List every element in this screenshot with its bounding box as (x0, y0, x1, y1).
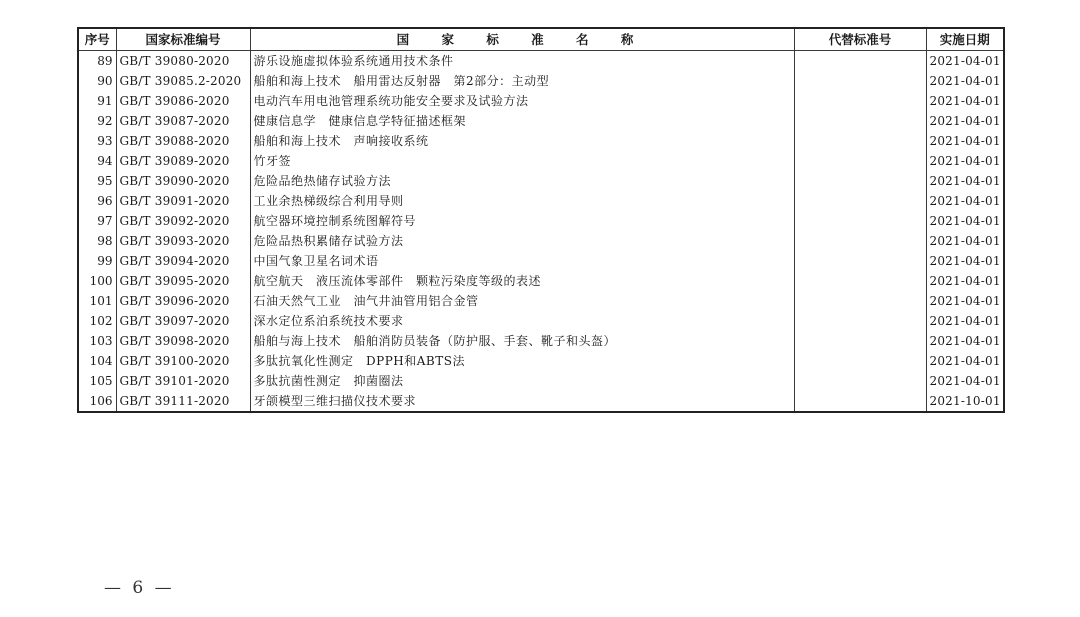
cell-code: GB/T 39098-2020 (116, 331, 250, 351)
cell-seq: 92 (78, 111, 116, 131)
cell-replaced (794, 351, 926, 371)
cell-name: 电动汽车用电池管理系统功能安全要求及试验方法 (250, 91, 794, 111)
cell-code: GB/T 39091-2020 (116, 191, 250, 211)
cell-code: GB/T 39094-2020 (116, 251, 250, 271)
cell-code: GB/T 39095-2020 (116, 271, 250, 291)
header-date: 实施日期 (926, 28, 1004, 51)
cell-code: GB/T 39080-2020 (116, 51, 250, 72)
cell-seq: 93 (78, 131, 116, 151)
table-row (78, 331, 1004, 351)
cell-name: 航空航天 液压流体零部件 颗粒污染度等级的表述 (250, 271, 794, 291)
table-row (78, 371, 1004, 391)
cell-date: 2021-04-01 (926, 251, 1004, 271)
cell-replaced (794, 191, 926, 211)
cell-name: 多肽抗菌性测定 抑菌圈法 (250, 371, 794, 391)
cell-date: 2021-04-01 (926, 291, 1004, 311)
cell-date: 2021-04-01 (926, 271, 1004, 291)
cell-replaced (794, 331, 926, 351)
cell-date: 2021-04-01 (926, 71, 1004, 91)
cell-date: 2021-04-01 (926, 231, 1004, 251)
table-row (78, 351, 1004, 371)
standards-table (77, 27, 1005, 413)
table-row (78, 311, 1004, 331)
header-name: 国 家 标 准 名 称 (250, 28, 794, 51)
cell-code: GB/T 39100-2020 (116, 351, 250, 371)
cell-name: 危险品热积累储存试验方法 (250, 231, 794, 251)
table-row (78, 91, 1004, 111)
cell-seq: 97 (78, 211, 116, 231)
header-row (78, 28, 1004, 51)
cell-date: 2021-04-01 (926, 151, 1004, 171)
page-number: — 6 — (104, 578, 175, 598)
cell-name: 游乐设施虚拟体验系统通用技术条件 (250, 51, 794, 72)
table-row (78, 211, 1004, 231)
cell-date: 2021-04-01 (926, 131, 1004, 151)
cell-date: 2021-04-01 (926, 171, 1004, 191)
table-row (78, 271, 1004, 291)
cell-code: GB/T 39088-2020 (116, 131, 250, 151)
cell-date: 2021-04-01 (926, 311, 1004, 331)
cell-seq: 106 (78, 391, 116, 412)
table-row (78, 71, 1004, 91)
cell-name: 石油天然气工业 油气井油管用铝合金管 (250, 291, 794, 311)
cell-replaced (794, 271, 926, 291)
cell-name: 船舶与海上技术 船舶消防员装备（防护服、手套、靴子和头盔） (250, 331, 794, 351)
cell-name: 船舶和海上技术 船用雷达反射器 第2部分：主动型 (250, 71, 794, 91)
table-row (78, 231, 1004, 251)
cell-name: 牙颌模型三维扫描仪技术要求 (250, 391, 794, 412)
table-row (78, 171, 1004, 191)
cell-name: 危险品绝热储存试验方法 (250, 171, 794, 191)
cell-date: 2021-04-01 (926, 91, 1004, 111)
cell-replaced (794, 311, 926, 331)
cell-date: 2021-04-01 (926, 211, 1004, 231)
cell-code: GB/T 39085.2-2020 (116, 71, 250, 91)
cell-seq: 101 (78, 291, 116, 311)
cell-seq: 94 (78, 151, 116, 171)
cell-seq: 95 (78, 171, 116, 191)
cell-seq: 99 (78, 251, 116, 271)
cell-replaced (794, 171, 926, 191)
table-row (78, 391, 1004, 412)
cell-name: 深水定位系泊系统技术要求 (250, 311, 794, 331)
cell-name: 健康信息学 健康信息学特征描述框架 (250, 111, 794, 131)
cell-seq: 98 (78, 231, 116, 251)
cell-code: GB/T 39089-2020 (116, 151, 250, 171)
cell-replaced (794, 51, 926, 72)
cell-code: GB/T 39111-2020 (116, 391, 250, 412)
table-row (78, 191, 1004, 211)
cell-code: GB/T 39097-2020 (116, 311, 250, 331)
cell-seq: 90 (78, 71, 116, 91)
cell-code: GB/T 39092-2020 (116, 211, 250, 231)
cell-code: GB/T 39096-2020 (116, 291, 250, 311)
cell-date: 2021-04-01 (926, 51, 1004, 72)
header-replaced: 代替标准号 (794, 28, 926, 51)
cell-code: GB/T 39086-2020 (116, 91, 250, 111)
table-row (78, 251, 1004, 271)
cell-name: 航空器环境控制系统图解符号 (250, 211, 794, 231)
table-row (78, 131, 1004, 151)
table-row (78, 151, 1004, 171)
cell-code: GB/T 39087-2020 (116, 111, 250, 131)
cell-replaced (794, 151, 926, 171)
cell-replaced (794, 211, 926, 231)
cell-seq: 100 (78, 271, 116, 291)
table-header (78, 28, 1004, 51)
cell-seq: 102 (78, 311, 116, 331)
cell-name: 船舶和海上技术 声响接收系统 (250, 131, 794, 151)
cell-seq: 89 (78, 51, 116, 72)
table-body (78, 51, 1004, 413)
cell-replaced (794, 131, 926, 151)
cell-code: GB/T 39090-2020 (116, 171, 250, 191)
header-code: 国家标准编号 (116, 28, 250, 51)
cell-replaced (794, 251, 926, 271)
cell-date: 2021-10-01 (926, 391, 1004, 412)
cell-date: 2021-04-01 (926, 111, 1004, 131)
cell-replaced (794, 391, 926, 412)
cell-name: 中国气象卫星名词术语 (250, 251, 794, 271)
cell-replaced (794, 71, 926, 91)
cell-replaced (794, 111, 926, 131)
cell-date: 2021-04-01 (926, 371, 1004, 391)
cell-code: GB/T 39101-2020 (116, 371, 250, 391)
cell-name: 多肽抗氧化性测定 DPPH和ABTS法 (250, 351, 794, 371)
table-row (78, 291, 1004, 311)
cell-date: 2021-04-01 (926, 331, 1004, 351)
table-row (78, 111, 1004, 131)
cell-seq: 105 (78, 371, 116, 391)
cell-seq: 104 (78, 351, 116, 371)
cell-code: GB/T 39093-2020 (116, 231, 250, 251)
table-row (78, 51, 1004, 72)
cell-seq: 91 (78, 91, 116, 111)
cell-seq: 96 (78, 191, 116, 211)
cell-replaced (794, 371, 926, 391)
cell-date: 2021-04-01 (926, 351, 1004, 371)
cell-seq: 103 (78, 331, 116, 351)
cell-name: 工业余热梯级综合利用导则 (250, 191, 794, 211)
cell-date: 2021-04-01 (926, 191, 1004, 211)
cell-replaced (794, 291, 926, 311)
header-seq: 序号 (78, 28, 116, 51)
cell-name: 竹牙签 (250, 151, 794, 171)
cell-replaced (794, 231, 926, 251)
cell-replaced (794, 91, 926, 111)
